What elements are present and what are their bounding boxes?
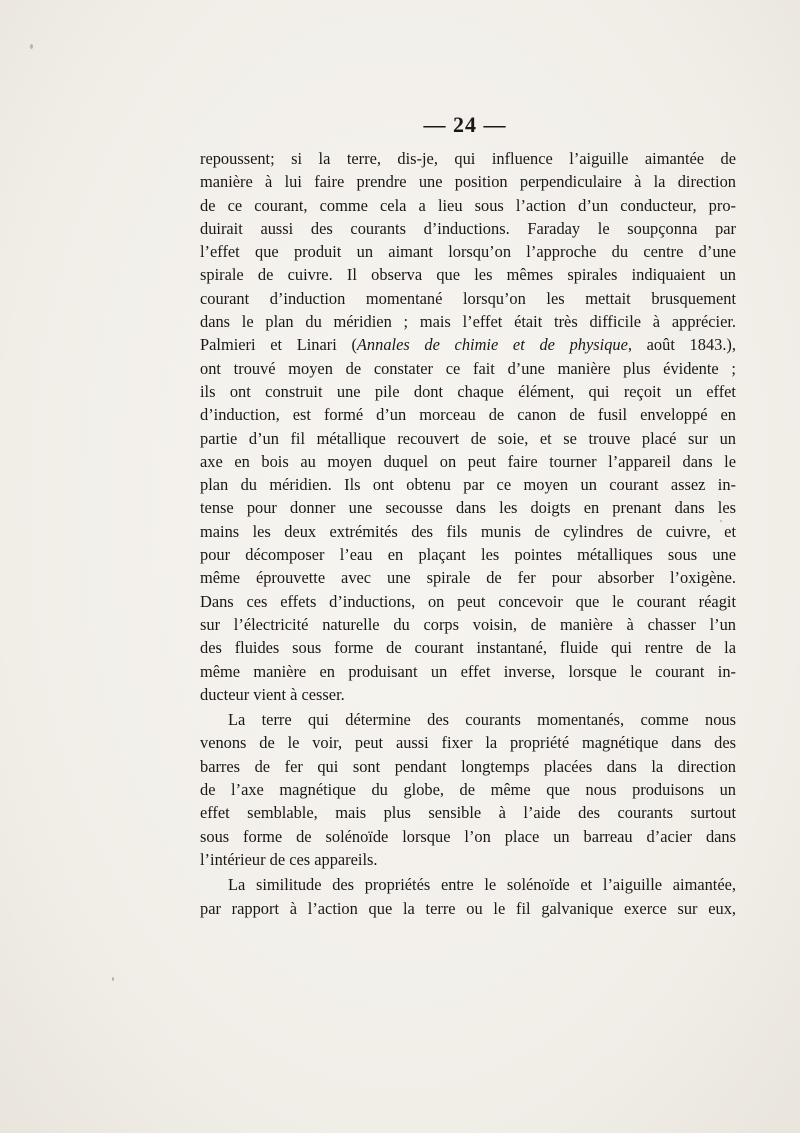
text-line-citation [200,333,736,356]
text-line: sous forme de solénoïde lorsque l’on place un barreau d’acier dans [200,826,736,846]
text-line: pour décomposer l’eau en plaçant les pointes métalliques sous une [200,545,736,565]
text-line: l’intérieur de ces appareils. [200,849,378,869]
text-line: des fluides sous forme de courant instantané, fluide qui rentre de la [200,638,736,658]
text-line: tense pour donner une secousse dans les doigts en prenant dans les [200,498,736,518]
text-line: La terre qui détermine des courants momentanés, comme nous [228,710,736,730]
text-line: par rapport à l’action que la terre ou le fil galvanique exerce sur eux, [200,898,736,918]
text-line: venons de le voir, peut aussi fixer la propriété magnétique dans des [200,733,736,753]
text-line: plan du méridien. Ils ont obtenu par ce moyen un courant assez in- [200,475,736,495]
text-line: ils ont construit une pile dont chaque élément, qui reçoit un effet [200,381,736,401]
text-line: ont trouvé moyen de constater ce fait d’une manière plus évidente ; [200,358,736,378]
text-line: de l’axe magnétique du globe, de même que nous produisons un [200,780,736,800]
text-line: sur l’électricité naturelle du corps voisin, de manière à chasser l’un [200,614,736,634]
body-text [200,147,736,920]
text-line: dans le plan du méridien ; mais l’effet était très difficile à apprécier. [200,312,736,332]
text-line: mains les deux extrémités des fils munis de cylindres de cuivre, et [200,521,736,541]
citation-lead: Palmieri et Linari ( [200,335,357,355]
citation-date: , août 1843.), [627,335,736,355]
citation-journal-title: Annales de chimie et de physique [356,335,628,355]
text-line: même manière en produisant un effet inverse, lorsque le courant in- [200,661,736,681]
text-line: ducteur vient à cesser. [200,684,345,704]
text-line: spirale de cuivre. Il observa que les mêmes spirales indiquaient un [200,265,736,285]
text-line: effet semblable, mais plus sensible à l’aide des courants surtout [200,803,736,823]
text-line: repoussent; si la terre, dis-je, qui influence l’aiguille aimantée de [200,149,736,168]
text-line: axe en bois au moyen duquel on peut faire tourner l’appareil dans le [200,451,736,471]
text-line: courant d’induction momentané lorsqu’on les mettait brusquement [200,288,736,308]
text-line: d’induction, est formé d’un morceau de canon de fusil enveloppé en [200,405,736,425]
paragraph-1 [200,147,736,706]
paragraph-3 [200,873,736,920]
text-line: duirait aussi des courants d’inductions. Faraday le soupçonna par [200,218,736,238]
text-line: manière à lui faire prendre une position perpendiculaire à la direction [200,172,736,192]
text-line: partie d’un fil métallique recouvert de soie, et se trouve placé sur un [200,428,736,448]
text-line: La similitude des propriétés entre le solénoïde et l’aiguille aimantée, [228,875,736,895]
page-number: — 24 — [423,112,507,137]
text-line: barres de fer qui sont pendant longtemps placées dans la direction [200,756,736,776]
text-line: Dans ces effets d’inductions, on peut concevoir que le courant réagit [200,591,736,611]
text-line: même éprouvette avec une spirale de fer pour absorber l’oxigène. [200,568,736,588]
text-line: de ce courant, comme cela a lieu sous l’action d’un conducteur, pro- [200,195,736,215]
text-line: l’effet que produit un aimant lorsqu’on l’approche du centre d’une [200,242,736,262]
paragraph-2 [200,708,736,871]
